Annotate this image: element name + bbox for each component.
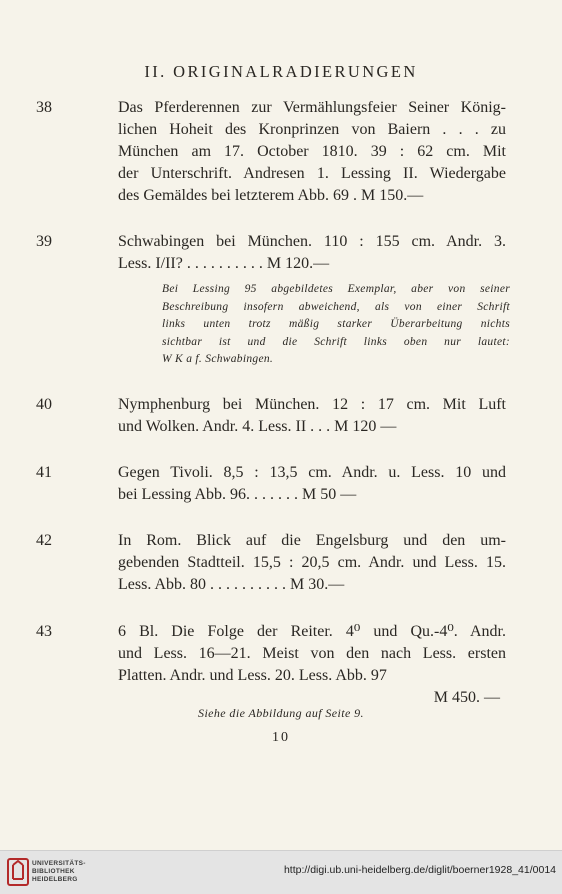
- entry-number: 39: [36, 233, 52, 250]
- entry-line: Nymphenburg bei München. 12 : 17 cm. Mit Luft: [118, 396, 506, 413]
- catalog-entry-42: [36, 530, 506, 596]
- entry-line: Platten. Andr. und Less. 20. Less. Abb. 97: [118, 667, 387, 684]
- catalog-entry-39: [36, 231, 506, 275]
- note-line: W K a f. Schwabingen.: [162, 353, 274, 365]
- note-line: sichtbar ist und die Schrift links oben nur lautet:: [162, 335, 510, 348]
- note-line: Beschreibung insofern abweichend, als von einer Schrift: [162, 300, 510, 313]
- entry-number: 42: [36, 532, 52, 549]
- figure-reference: Siehe die Abbildung auf Seite 9.: [198, 706, 364, 720]
- entry-price-line: M 450. —: [433, 689, 500, 706]
- entry-line: München am 17. October 1810. 39 : 62 cm. Mit: [118, 143, 506, 160]
- catalog-entry-41: [36, 462, 506, 506]
- university-library-logo-icon: [7, 857, 29, 887]
- page-number: 10: [272, 730, 290, 745]
- entry-line: der Unterschrift. Andresen 1. Lessing II. Wiedergabe: [118, 165, 506, 182]
- library-footer-bar: [0, 850, 562, 894]
- library-name: [32, 860, 86, 884]
- entry-number: 38: [36, 99, 52, 116]
- entry-line: Gegen Tivoli. 8,5 : 13,5 cm. Andr. u. Less. 10 und: [118, 464, 506, 481]
- note-line: Bei Lessing 95 abgebildetes Exemplar, aber von seiner: [162, 283, 510, 295]
- library-name-line: UNIVERSITÄTS-: [32, 860, 86, 867]
- section-heading: II. ORIGINALRADIERUNGEN: [144, 62, 418, 81]
- entry-line: und Wolken. Andr. 4. Less. II . . . M 120 —: [118, 418, 397, 435]
- library-name-line: BIBLIOTHEK: [32, 868, 75, 875]
- catalog-entry-38: [36, 97, 506, 207]
- entry-line: In Rom. Blick auf die Engelsburg und den um-: [118, 532, 506, 549]
- entry-line: gebenden Stadtteil. 15,5 : 20,5 cm. Andr. und Less. 15.: [118, 554, 506, 571]
- library-name-line: HEIDELBERG: [32, 876, 78, 883]
- entry-line: Das Pferderennen zur Vermählungsfeier Seiner König-: [118, 99, 506, 116]
- catalog-entry-40: [36, 394, 506, 438]
- entry-line: Less. I/II? . . . . . . . . . . M 120.—: [118, 255, 330, 272]
- permalink-url[interactable]: http://digi.ub.uni-heidelberg.de/diglit/boerner1928_41/0014: [283, 864, 556, 876]
- catalog-entry-43: [36, 621, 506, 709]
- entry-line: lichen Hoheit des Kronprinzen von Baiern . . . zu: [118, 121, 506, 138]
- entry-line: Less. Abb. 80 . . . . . . . . . . M 30.—: [118, 576, 345, 593]
- entry-number: 41: [36, 464, 52, 481]
- entry-line: 6 Bl. Die Folge der Reiter. 4⁰ und Qu.-4⁰. Andr.: [118, 623, 506, 640]
- entry-note: [162, 281, 510, 369]
- entry-number: 40: [36, 396, 52, 413]
- note-line: links unten trotz mäßig starker Überarbeitung nichts: [162, 318, 510, 330]
- entry-line: Schwabingen bei München. 110 : 155 cm. Andr. 3.: [118, 233, 506, 250]
- entry-line: des Gemäldes bei letzterem Abb. 69 . M 150.—: [118, 187, 424, 204]
- entry-line: und Less. 16—21. Meist von den nach Less. ersten: [118, 645, 506, 662]
- entry-line: bei Lessing Abb. 96. . . . . . . M 50 —: [118, 486, 357, 503]
- entry-number: 43: [36, 623, 52, 640]
